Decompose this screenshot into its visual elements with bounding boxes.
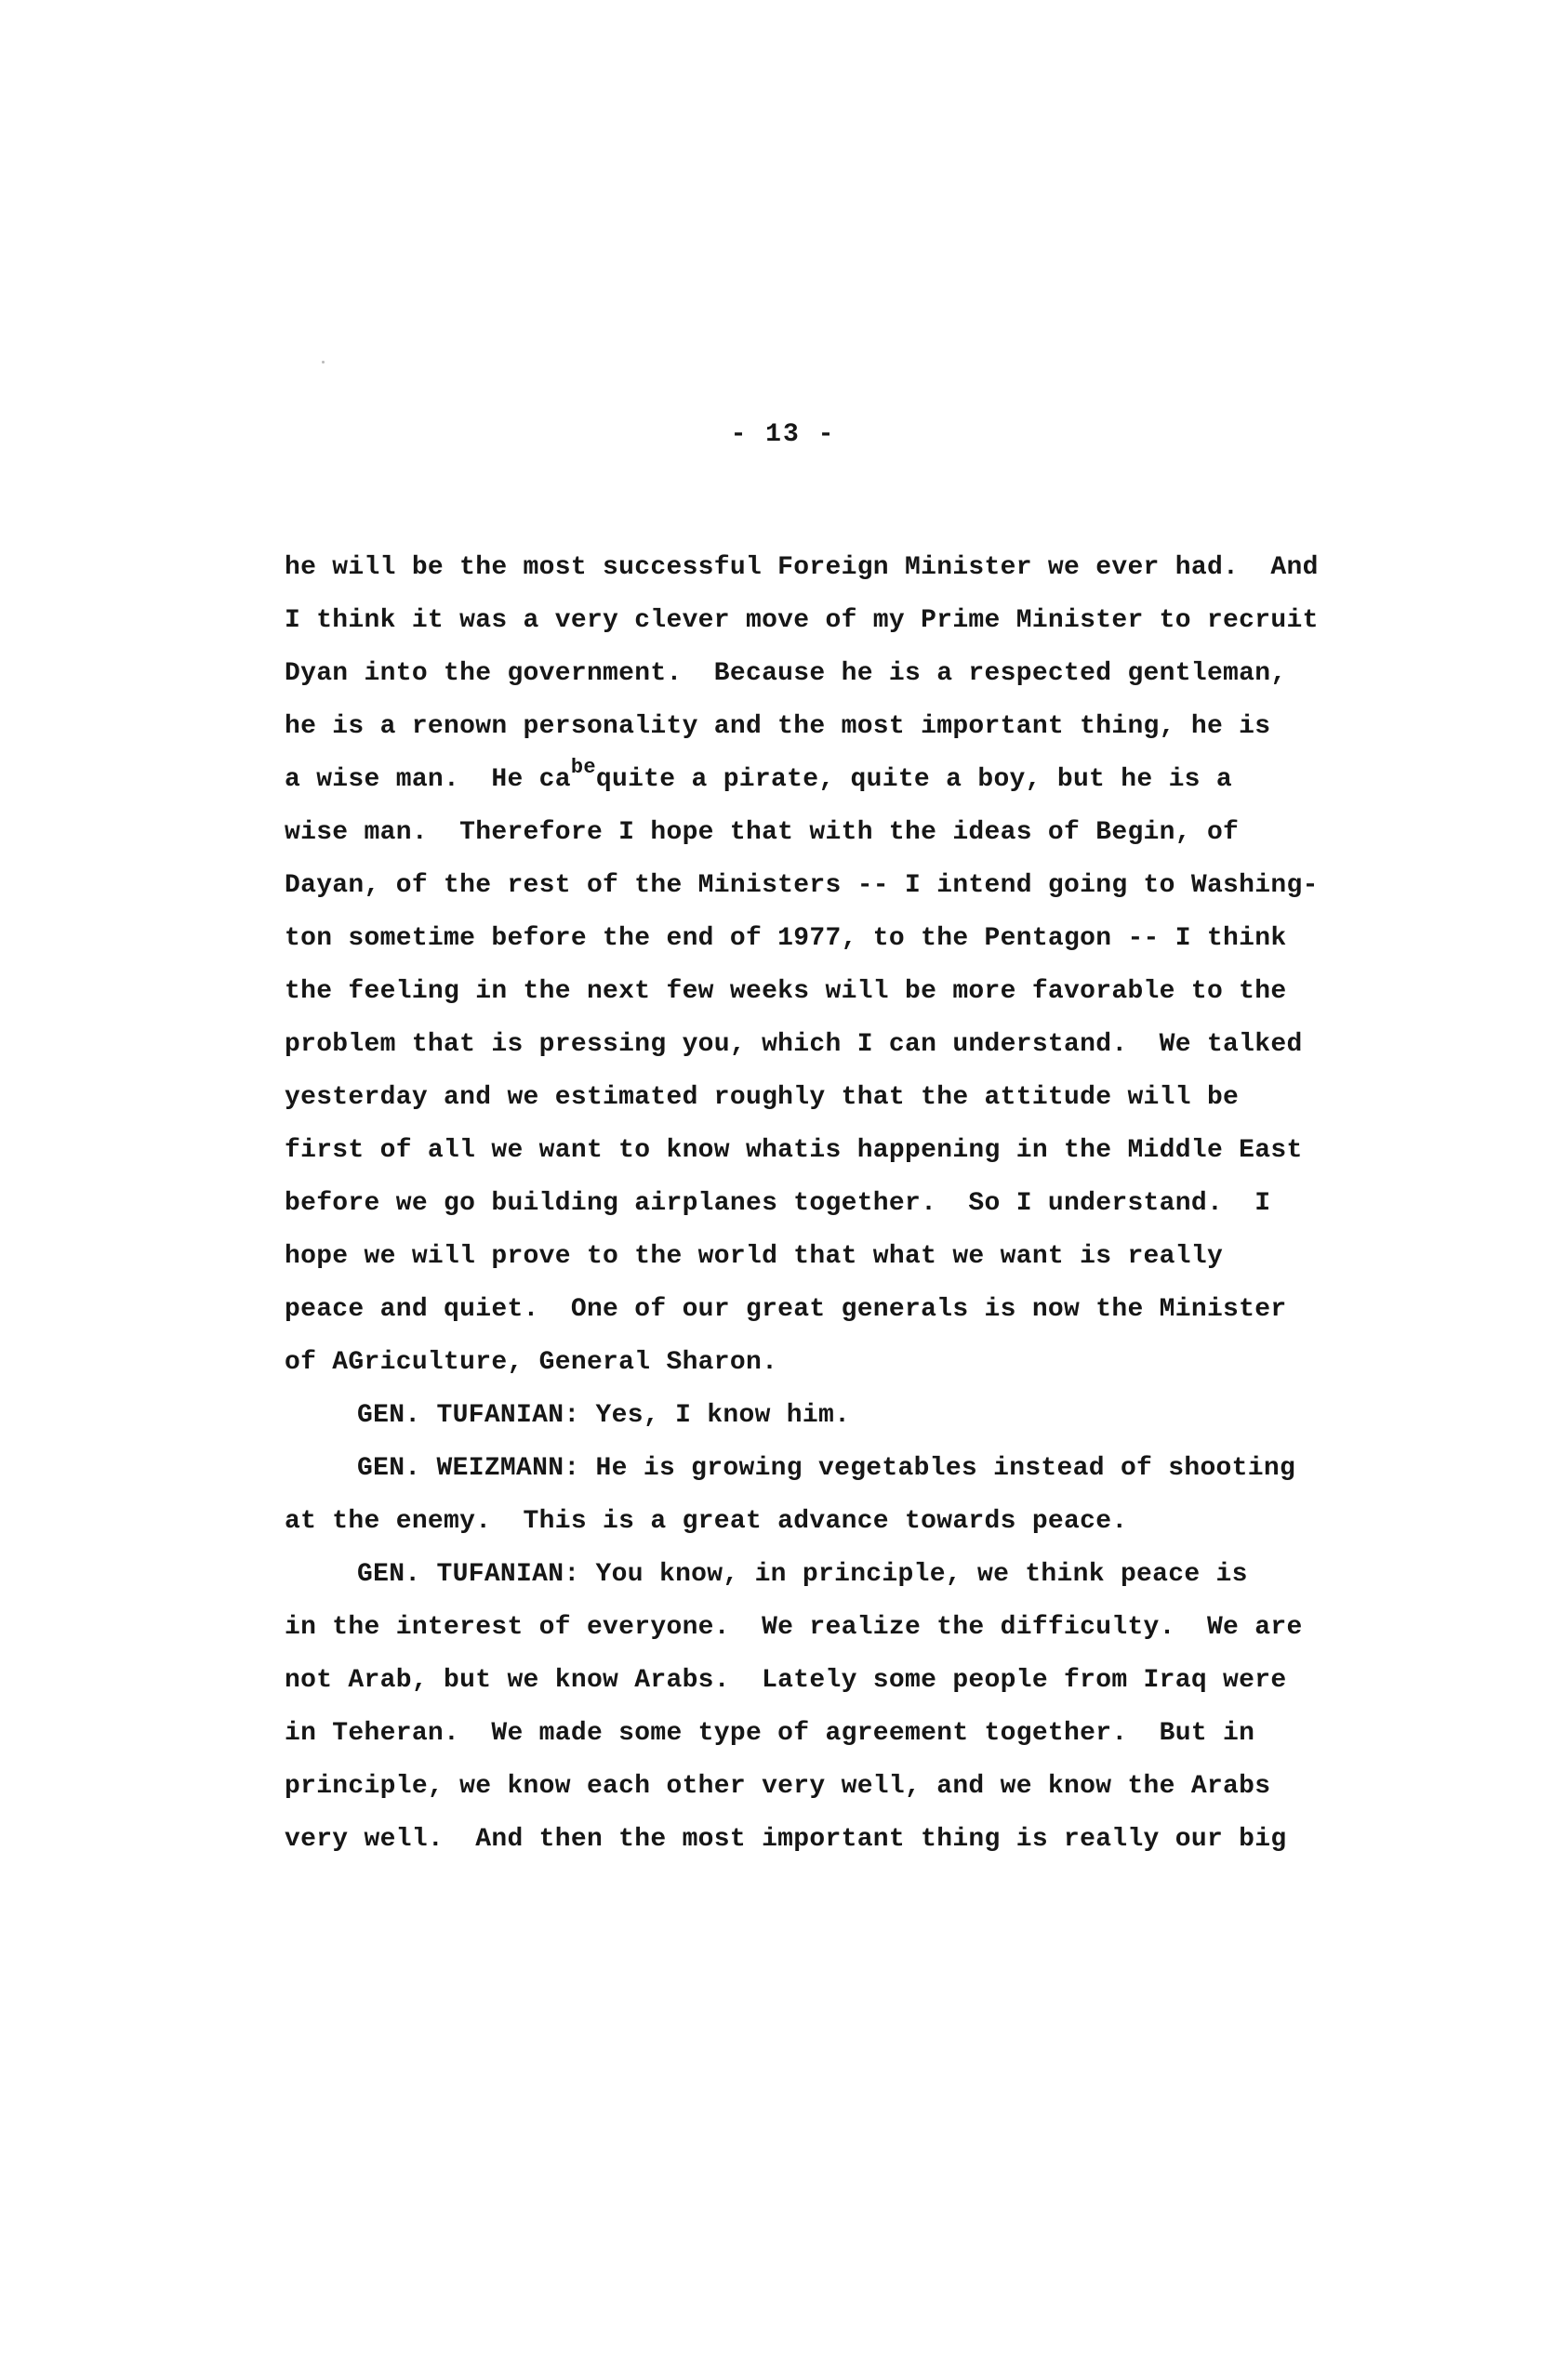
speaker-line: [285, 1442, 1326, 1495]
text-line: first of all we want to know whatis happening in the Middle East: [285, 1136, 1303, 1165]
text-line: principle, we know each other very well, and we know the Arabs: [285, 1772, 1271, 1801]
speaker-name: GEN. WEIZMANN:: [357, 1454, 580, 1483]
text-line: I think it was a very clever move of my Prime Minister to recruit: [285, 606, 1319, 635]
text-line: before we go building airplanes together. So I understand. I: [285, 1189, 1271, 1218]
text-line: he is a renown personality and the most important thing, he is: [285, 712, 1271, 741]
speaker-name: GEN. TUFANIAN:: [357, 1401, 580, 1430]
speaker-name: GEN. TUFANIAN:: [357, 1560, 580, 1589]
text-line: of AGriculture, General Sharon.: [285, 1348, 778, 1377]
text-line: peace and quiet. One of our great generals is now the Minister: [285, 1295, 1287, 1324]
text-fragment: a wise man. He ca: [285, 765, 571, 794]
scan-speck: [322, 361, 325, 364]
text-line: yesterday and we estimated roughly that the attitude will be: [285, 1083, 1240, 1112]
text-line: wise man. Therefore I hope that with the ideas of Begin, of: [285, 818, 1240, 847]
speech-text: Yes, I know him.: [579, 1401, 851, 1430]
transcript-body: [285, 541, 1326, 1866]
text-line: problem that is pressing you, which I can understand. We talked: [285, 1030, 1303, 1059]
text-line: not Arab, but we know Arabs. Lately some people from Iraq were: [285, 1666, 1287, 1695]
text-line: he will be the most successful Foreign Minister we ever had. And: [285, 553, 1319, 582]
text-line: ton sometime before the end of 1977, to the Pentagon -- I think: [285, 924, 1287, 953]
text-line: Dyan into the government. Because he is a respected gentleman,: [285, 659, 1287, 688]
text-line: in Teheran. We made some type of agreement together. But in: [285, 1719, 1255, 1748]
text-line: at the enemy. This is a great advance towards peace.: [285, 1507, 1128, 1536]
speaker-line: [285, 1389, 1326, 1442]
speaker-line: [285, 1548, 1326, 1601]
speech-text: He is growing vegetables instead of shooting: [579, 1454, 1296, 1483]
speech-text: You know, in principle, we think peace is: [579, 1560, 1248, 1589]
text-line: very well. And then the most important thing is really our big: [285, 1825, 1287, 1854]
text-line: [285, 753, 1326, 806]
text-line: the feeling in the next few weeks will be more favorable to the: [285, 977, 1287, 1006]
handwritten-insertion: be: [570, 756, 596, 779]
text-line: in the interest of everyone. We realize the difficulty. We are: [285, 1613, 1303, 1642]
page-number: - 13 -: [730, 420, 836, 449]
text-fragment: quite a pirate, quite a boy, but he is a: [595, 765, 1232, 794]
text-line: Dayan, of the rest of the Ministers -- I intend going to Washing-: [285, 871, 1319, 900]
text-line: hope we will prove to the world that what we want is really: [285, 1242, 1224, 1271]
